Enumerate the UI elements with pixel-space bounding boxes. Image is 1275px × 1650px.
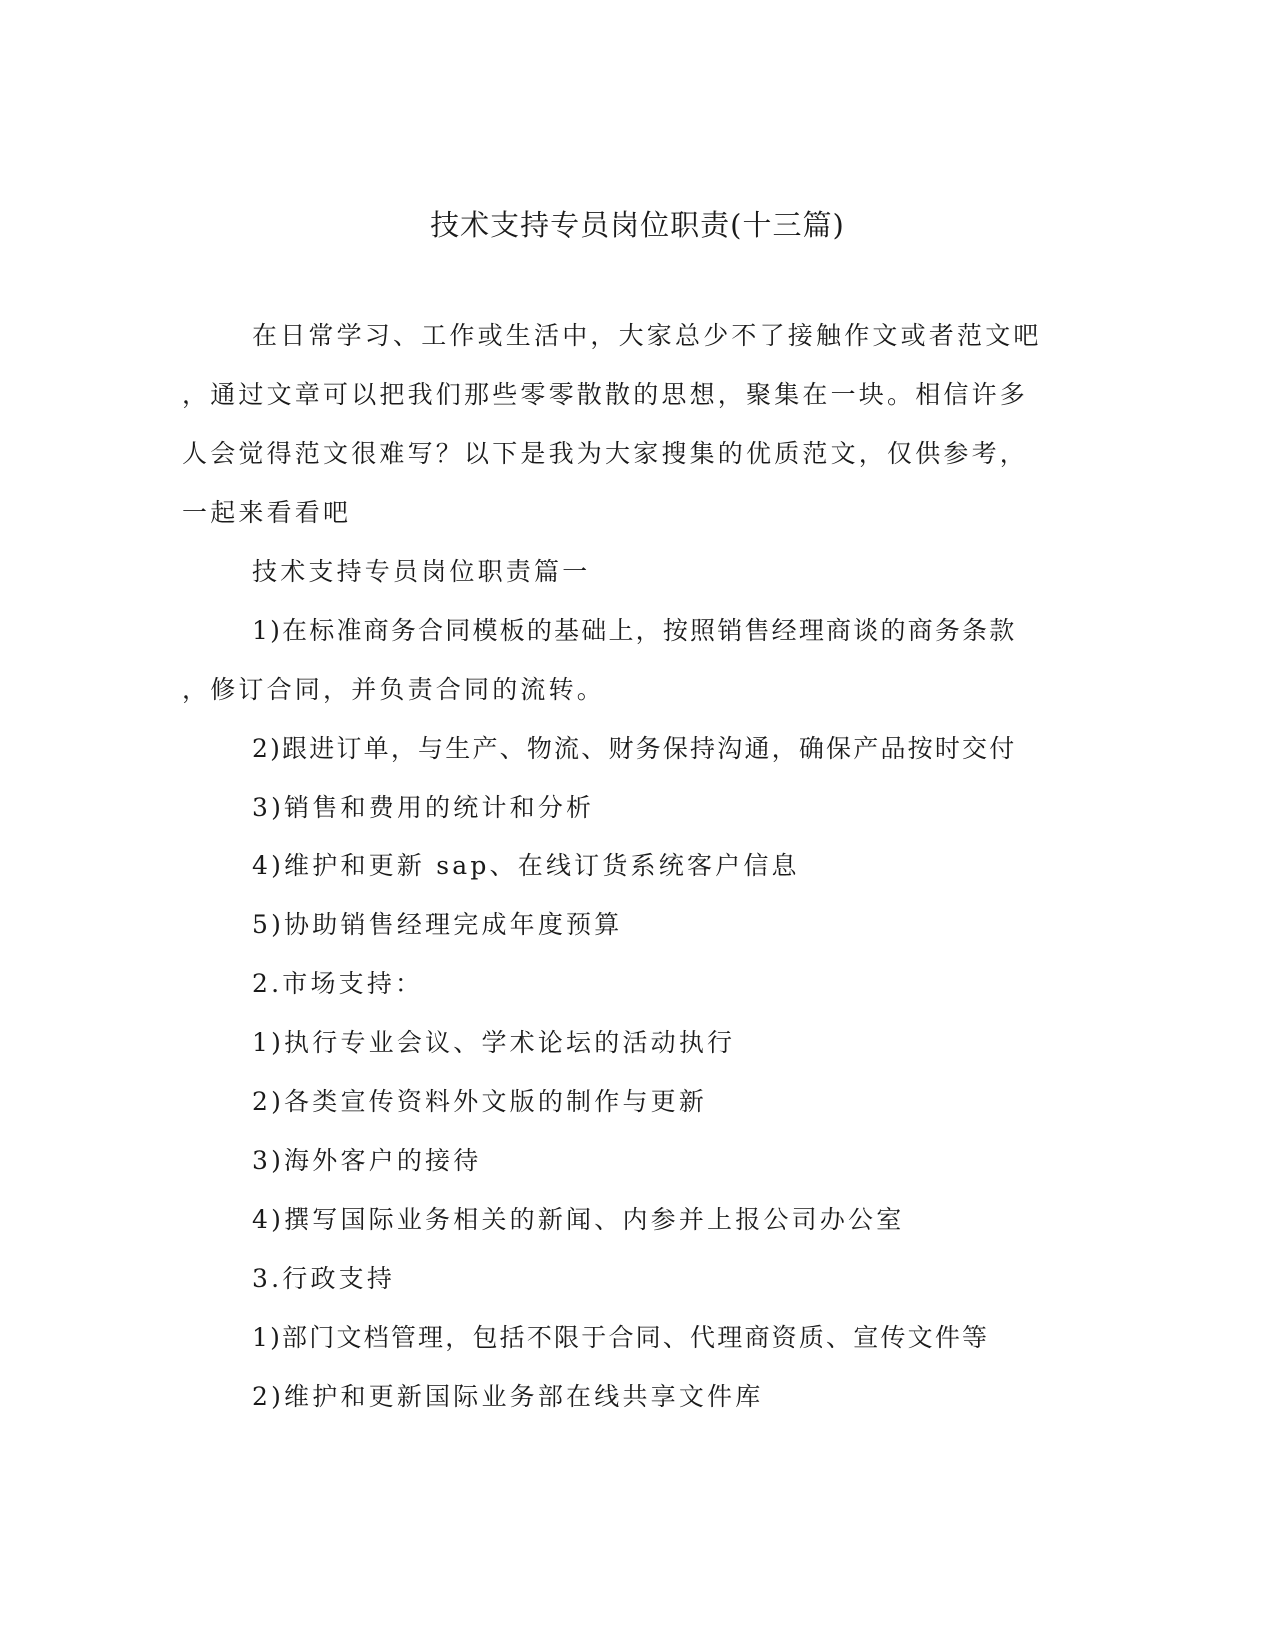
list-item: 3)海外客户的接待 — [252, 1146, 482, 1175]
list-item: 2)维护和更新国际业务部在线共享文件库 — [252, 1382, 764, 1411]
document-title: 技术支持专员岗位职责(十三篇) — [430, 208, 845, 242]
list-item: 3)销售和费用的统计和分析 — [252, 793, 595, 822]
intro-line: 在日常学习、工作或生活中，大家总少不了接触作文或者范文吧 — [252, 321, 1042, 350]
list-item: 2.市场支持： — [252, 969, 424, 998]
list-item: 2)跟进订单，与生产、物流、财务保持沟通，确保产品按时交付 — [252, 734, 1017, 763]
list-item: 3.行政支持 — [252, 1264, 396, 1293]
intro-line: 一起来看看吧 — [182, 498, 352, 527]
list-item: 4)维护和更新 sap、在线订货系统客户信息 — [252, 851, 800, 880]
list-item: 4)撰写国际业务相关的新闻、内参并上报公司办公室 — [252, 1205, 905, 1234]
intro-line: ，通过文章可以把我们那些零零散散的思想，聚集在一块。相信许多 — [182, 380, 1029, 409]
intro-line: 人会觉得范文很难写？以下是我为大家搜集的优质范文，仅供参考， — [182, 439, 1029, 468]
list-item: ，修订合同，并负责合同的流转。 — [182, 675, 606, 704]
list-item: 1)执行专业会议、学术论坛的活动执行 — [252, 1028, 736, 1057]
list-item: 5)协助销售经理完成年度预算 — [252, 910, 623, 939]
list-item: 2)各类宣传资料外文版的制作与更新 — [252, 1087, 708, 1116]
list-item: 1)在标准商务合同模板的基础上，按照销售经理商谈的商务条款 — [252, 616, 1017, 645]
section-heading: 技术支持专员岗位职责篇一 — [252, 557, 591, 586]
list-item: 1)部门文档管理，包括不限于合同、代理商资质、宣传文件等 — [252, 1323, 990, 1352]
